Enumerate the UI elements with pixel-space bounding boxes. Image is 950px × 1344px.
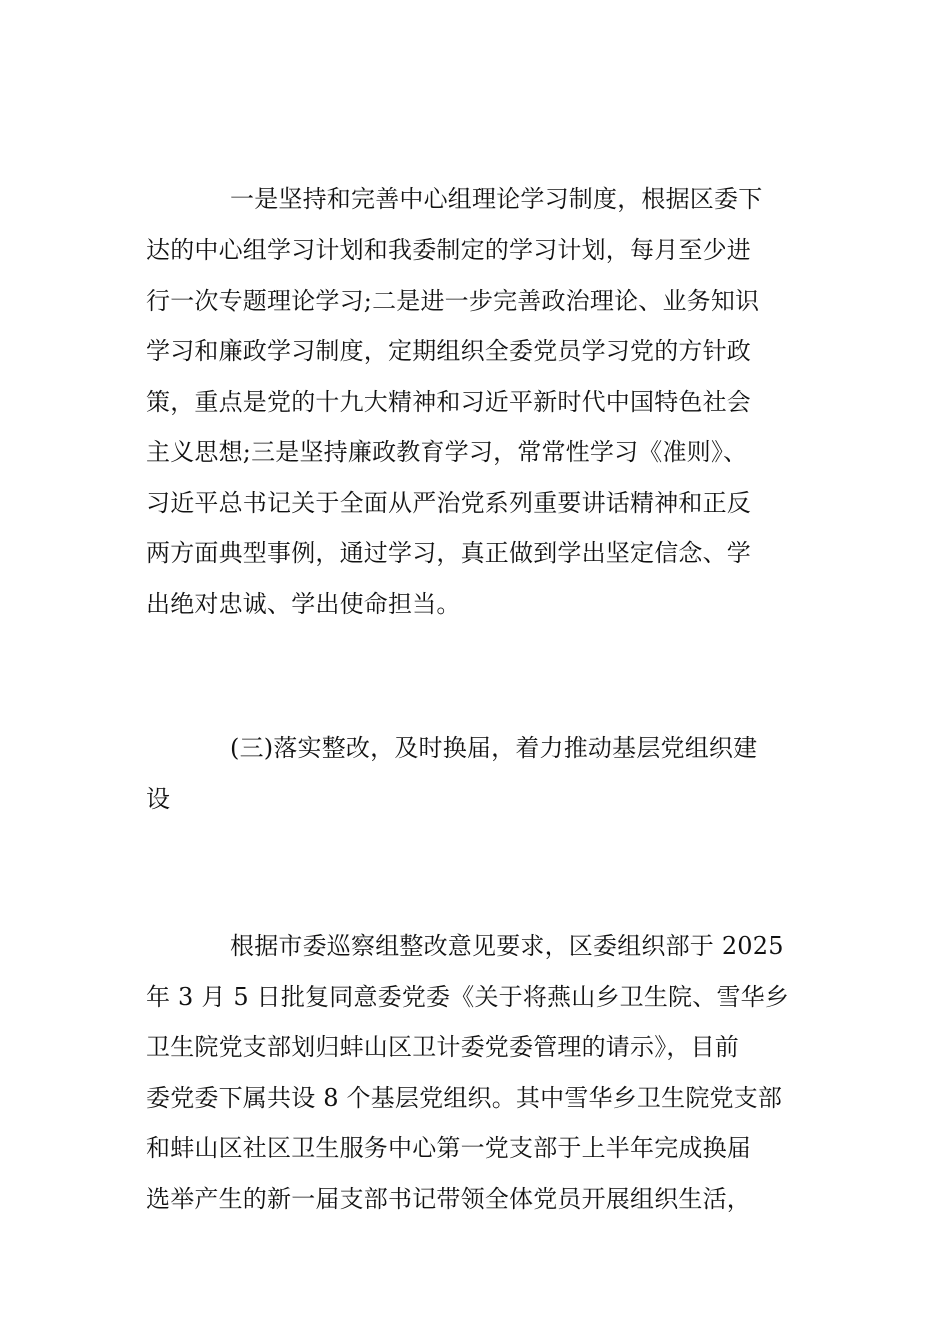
section-heading-line-1: (三)落实整改，及时换届，着力推动基层党组织建 — [230, 734, 758, 762]
paragraph-2-line-2: 年 3 月 5 日批复同意委党委《关于将燕山乡卫生院、雪华乡 — [146, 983, 790, 1011]
paragraph-1-line-9: 出绝对忠诚、学出使命担当。 — [146, 590, 461, 618]
paragraph-1-line-5: 策，重点是党的十九大精神和习近平新时代中国特色社会 — [146, 388, 751, 416]
paragraph-2-line-4: 委党委下属共设 8 个基层党组织。其中雪华乡卫生院党支部 — [146, 1084, 783, 1112]
paragraph-1-line-3: 行一次专题理论学习;二是进一步完善政治理论、业务知识 — [146, 287, 760, 315]
paragraph-1-line-4: 学习和廉政学习制度，定期组织全委党员学习党的方针政 — [146, 337, 751, 365]
paragraph-2-line-1: 根据市委巡察组整改意见要求，区委组织部于 2025 — [230, 932, 784, 960]
paragraph-1-line-8: 两方面典型事例，通过学习，真正做到学出坚定信念、学 — [146, 539, 751, 567]
paragraph-1-line-7: 习近平总书记关于全面从严治党系列重要讲话精神和正反 — [146, 489, 751, 517]
paragraph-1-line-1: 一是坚持和完善中心组理论学习制度，根据区委下 — [230, 185, 763, 213]
paragraph-1-line-6: 主义思想;三是坚持廉政教育学习，常常性学习《准则》、 — [146, 438, 748, 466]
section-heading-line-2: 设 — [146, 785, 171, 813]
paragraph-2-line-3: 卫生院党支部划归蚌山区卫计委党委管理的请示》，目前 — [146, 1033, 739, 1061]
paragraph-2-line-6: 选举产生的新一届支部书记带领全体党员开展组织生活， — [146, 1185, 751, 1213]
paragraph-1-line-2: 达的中心组学习计划和我委制定的学习计划，每月至少进 — [146, 236, 751, 264]
paragraph-2-line-5: 和蚌山区社区卫生服务中心第一党支部于上半年完成换届 — [146, 1134, 751, 1162]
